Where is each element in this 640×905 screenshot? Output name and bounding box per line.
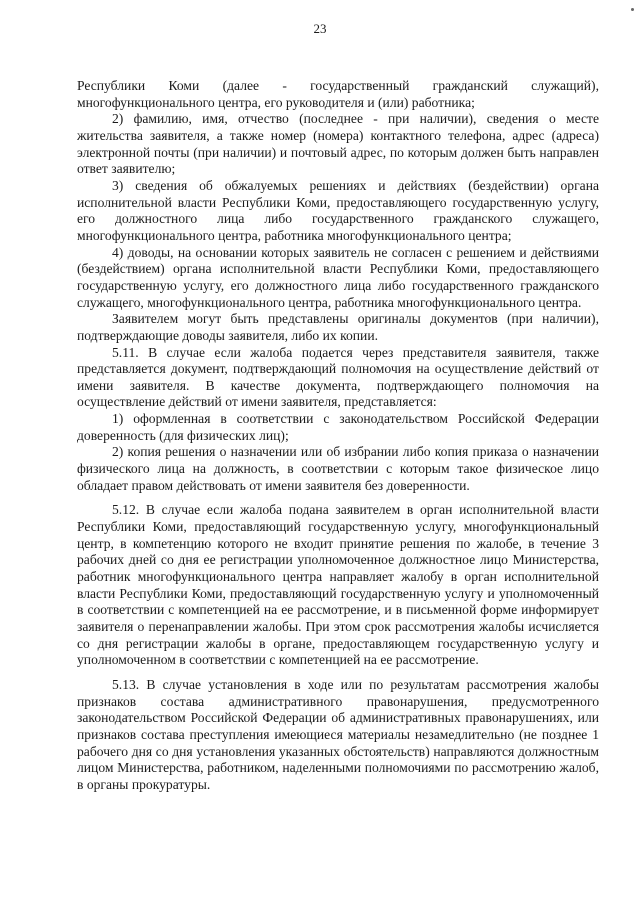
page-number: 23 [313, 21, 327, 36]
paragraph-5-11-item-1: 1) оформленная в соответствии с законодательством Российской Федерации доверенность (для физических лиц); [77, 411, 599, 443]
paragraph-5-12: 5.12. В случае если жалоба подана заявителем в орган исполнительной власти Республики Коми, предоставляющий государственную услугу, многофункциональный центр, в компетенцию которого не входит принятие решения по жалобе, в течение 3 рабочих дней со дня ее регистрации уполномоченное должностное лицо Министерства, работник многофункционального центра направляет жалобу в орган исполнительной власти Республики Коми, предоставляющий государственную услугу и уполномоченный в соответствии с компетенцией на ее рассмотрение, и в письменной форме информирует заявителя о перенаправлении жалобы. При этом срок рассмотрения жалобы исчисляется со дня регистрации жалобы в органе, предоставляющем государственную услугу и уполномоченном в соответствии с компетенцией на ее рассмотрение. [77, 502, 599, 668]
paragraph-item-4: 4) доводы, на основании которых заявитель не согласен с решением и действиями (бездействием) органа исполнительной власти Республики Коми, предоставляющего государственную услугу, его должностного лица либо государственного гражданского служащего, многофункционального центра, работника многофункционального центра. [77, 244, 599, 310]
paragraph-5-11: 5.11. В случае если жалоба подается через представителя заявителя, также представляется документ, подтверждающий полномочия на осуществление действий от имени заявителя. В качестве документа, подтверждающего полномочия на осуществление действий от имени заявителя, представляется: [77, 344, 599, 410]
paragraph-originals: Заявителем могут быть представлены оригиналы документов (при наличии), подтверждающие доводы заявителя, либо их копии. [77, 311, 599, 343]
paragraph-continuation: Республики Коми (далее - государственный гражданский служащий), многофункционального центра, его руководителя и (или) работника; [77, 78, 599, 110]
paragraph-5-11-item-2: 2) копия решения о назначении или об избрании либо копия приказа о назначении физического лица на должность, в соответствии с которым такое физическое лицо обладает правом действовать от имени заявителя без доверенности. [77, 444, 599, 493]
paragraph-5-13: 5.13. В случае установления в ходе или по результатам рассмотрения жалобы признаков состава административного правонарушения, предусмотренного законодательством Российской Федерации об административных правонарушениях, или признаков состава преступления имеющиеся материалы незамедлительно (не позднее 1 рабочего дня со дня установления указанных обстоятельств) направляются должностным лицом Министерства, работником, наделенными полномочиями по рассмотрению жалоб, в органы прокуратуры. [77, 676, 599, 792]
paragraph-item-2: 2) фамилию, имя, отчество (последнее - при наличии), сведения о месте жительства заявителя, а также номер (номера) контактного телефона, адрес (адреса) электронной почты (при наличии) и почтовый адрес, по которым должен быть направлен ответ заявителю; [77, 111, 599, 177]
scan-mark [631, 8, 634, 11]
paragraph-item-3: 3) сведения об обжалуемых решениях и действиях (бездействии) органа исполнительной власти Республики Коми, предоставляющего государственную услугу, его должностного лица либо государственного гражданского служащего, многофункционального центра, работника многофункционального центра; [77, 177, 599, 243]
body-text [77, 78, 599, 794]
